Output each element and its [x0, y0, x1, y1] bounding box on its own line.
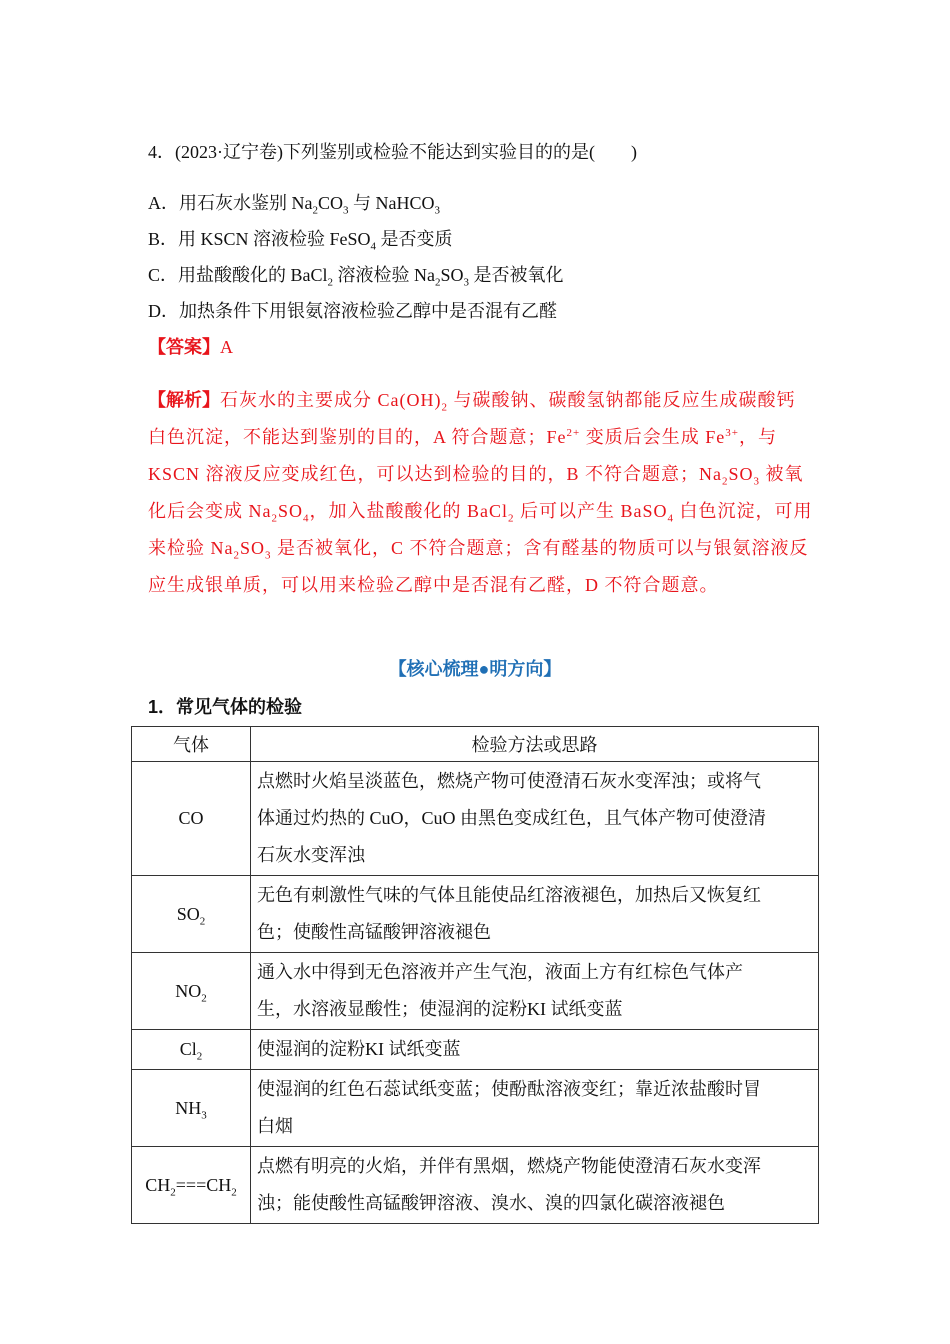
analysis	[148, 382, 813, 604]
analysis-tag: 【解析】	[148, 390, 220, 410]
gas-cell: CO	[132, 762, 251, 876]
answer-tag: 【答案】	[148, 337, 220, 357]
table-row	[132, 953, 819, 1030]
question-title: 4．(2023·辽宁卷)下列鉴别或检验不能达到实验目的的是( )	[148, 142, 637, 162]
analysis-line-2: 白色沉淀，不能达到鉴别的目的，A 符合题意；$Fe^{2+}$ 变质后会生成 $Fe^{3+}$，与	[148, 427, 777, 447]
subsection-title: 1．常见气体的检验	[148, 697, 303, 717]
section-title: 【核心梳理●明方向】	[388, 659, 562, 679]
table-row	[132, 876, 819, 953]
method-cell: 使湿润的红色石蕊试纸变蓝；使酚酞溶液变红；靠近浓盐酸时冒 白烟	[251, 1070, 819, 1147]
method-cell: 通入水中得到无色溶液并产生气泡，液面上方有红棕色气体产 生，水溶液显酸性；使湿润的淀粉KI 试纸变蓝	[251, 953, 819, 1030]
gas-cell: $Cl_2$	[132, 1030, 251, 1070]
method-cell: 点燃有明亮的火焰，并伴有黑烟，燃烧产物能使澄清石灰水变浑 浊；能使酸性高锰酸钾溶液、溴水、溴的四氯化碳溶液褪色	[251, 1147, 819, 1224]
analysis-line-3: KSCN 溶液反应变成红色，可以达到检验的目的，B 不符合题意；$Na_2SO_3$ 被氧	[148, 464, 804, 488]
analysis-line-4: 化后会变成 $Na_2SO_4$，加入盐酸酸化的 BaCl$_2$ 后可以产生 BaSO$_4$ 白色沉淀，可用	[148, 501, 813, 525]
gas-cell: $NO_2$	[132, 953, 251, 1030]
table-row	[132, 1030, 819, 1070]
table-header-row	[132, 727, 819, 762]
analysis-line-1: 【解析】石灰水的主要成分 $Ca(OH)_2$ 与碳酸钠、碳酸氢钠都能反应生成碳酸钙	[148, 390, 796, 414]
option-c: C．用盐酸酸化的 BaCl$_2$ 溶液检验 $Na_2SO_3$ 是否被氧化	[148, 265, 564, 289]
header-method: 检验方法或思路	[251, 727, 819, 762]
header-gas: 气体	[132, 727, 251, 762]
method-cell: 使湿润的淀粉KI 试纸变蓝	[251, 1030, 819, 1070]
answer	[148, 335, 233, 359]
gas-cell: $CH_2===CH_2$	[132, 1147, 251, 1224]
option-b: B．用 KSCN 溶液检验 FeSO$_4$ 是否变质	[148, 229, 453, 253]
method-cell: 无色有刺激性气味的气体且能使品红溶液褪色，加热后又恢复红 色；使酸性高锰酸钾溶液褪色	[251, 876, 819, 953]
option-d: D．加热条件下用银氨溶液检验乙醇中是否混有乙醛	[148, 301, 557, 321]
analysis-line-5: 来检验 $Na_2SO_3$ 是否被氧化，C 不符合题意；含有醛基的物质可以与银氨溶液反	[148, 538, 809, 562]
table-row	[132, 762, 819, 876]
answer-value: A	[220, 337, 233, 357]
analysis-line-6: 应生成银单质，可以用来检验乙醇中是否混有乙醛，D 不符合题意。	[148, 575, 719, 595]
gas-test-table	[131, 726, 819, 1224]
method-cell: 点燃时火焰呈淡蓝色，燃烧产物可使澄清石灰水变浑浊；或将气 体通过灼热的 CuO，CuO 由黑色变成红色，且气体产物可使澄清 石灰水变浑浊	[251, 762, 819, 876]
table-row	[132, 1070, 819, 1147]
table-row	[132, 1147, 819, 1224]
option-a: A．用石灰水鉴别 $Na_2CO_3$ 与 NaHCO$_3$	[148, 193, 441, 217]
gas-cell: $SO_2$	[132, 876, 251, 953]
gas-cell: $NH_3$	[132, 1070, 251, 1147]
